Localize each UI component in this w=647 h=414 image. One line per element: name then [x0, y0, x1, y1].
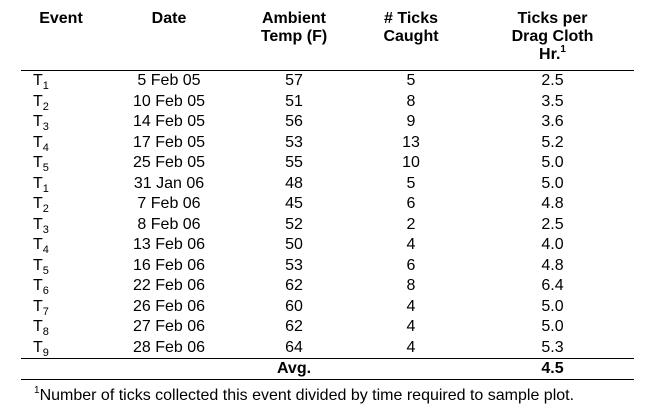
event-label: T	[33, 174, 43, 192]
ambient-temp-cell: 53	[285, 133, 303, 151]
event-subscript: 6	[42, 285, 49, 298]
ticks-per-hour-cell: 5.0	[541, 154, 564, 172]
header-rate-line-1: Ticks per	[517, 10, 588, 27]
event-cell	[21, 194, 101, 215]
event-cell	[21, 276, 101, 297]
event-subscript: 1	[42, 80, 49, 93]
date-cell: 13 Feb 06	[132, 236, 206, 254]
header-rate-line-2: Drag Cloth	[511, 28, 594, 45]
ticks-caught-cell: 8	[406, 92, 416, 110]
table-row	[21, 133, 634, 154]
date-cell: 27 Feb 06	[132, 318, 206, 336]
table-row	[21, 297, 634, 318]
event-subscript: 3	[42, 223, 49, 236]
summary-empty-date	[101, 359, 237, 380]
ticks-per-hour-cell: 2.5	[541, 215, 564, 233]
date-cell: 26 Feb 06	[132, 297, 206, 315]
date-cell: 16 Feb 06	[132, 256, 206, 274]
table-row	[21, 92, 634, 113]
ticks-per-hour-cell: 6.4	[541, 277, 564, 295]
tick-data-table-container	[21, 10, 634, 380]
event-subscript: 1	[42, 182, 49, 195]
date-cell: 28 Feb 06	[101, 338, 237, 359]
date-cell: 10 Feb 05	[132, 92, 206, 110]
ticks-per-hour-cell: 5.3	[471, 338, 634, 359]
ticks-caught-cell: 4	[406, 236, 416, 254]
event-cell	[21, 297, 101, 318]
event-subscript: 4	[42, 141, 49, 154]
ambient-temp-cell: 51	[285, 92, 303, 110]
ambient-temp-cell: 56	[285, 113, 303, 131]
event-label: T	[33, 92, 43, 110]
event-subscript: 3	[42, 121, 49, 134]
table-row	[21, 153, 634, 174]
table-row	[21, 215, 634, 236]
header-footnote-mark: 1	[560, 44, 566, 55]
ambient-temp-cell: 48	[285, 174, 303, 192]
ticks-caught-cell: 6	[406, 195, 416, 213]
ticks-caught-cell: 4	[406, 318, 416, 336]
ambient-temp-cell: 55	[285, 154, 303, 172]
table-row	[21, 338, 634, 359]
event-label: T	[33, 133, 43, 151]
header-rate-line-3: Hr.	[539, 46, 561, 63]
ticks-per-hour-cell: 5.2	[541, 133, 564, 151]
table-row	[21, 276, 634, 297]
ticks-per-hour-cell: 4.8	[541, 256, 564, 274]
ambient-temp-cell: 64	[237, 338, 351, 359]
event-subscript: 2	[42, 100, 49, 113]
event-label: T	[33, 256, 43, 274]
date-cell: 8 Feb 06	[137, 215, 201, 233]
header-temp-line-1: Ambient	[262, 10, 326, 27]
header-ticks-line-2: Caught	[383, 28, 439, 45]
table-row	[21, 317, 634, 338]
ambient-temp-cell: 50	[285, 236, 303, 254]
table-row	[21, 112, 634, 133]
footnote	[34, 386, 574, 406]
table-header	[21, 10, 634, 71]
ticks-per-hour-cell: 2.5	[541, 72, 564, 90]
ambient-temp-cell: 62	[285, 318, 303, 336]
table-row	[21, 71, 634, 92]
event-subscript: 7	[42, 305, 49, 318]
summary-value: 4.5	[471, 359, 634, 380]
table-row	[21, 174, 634, 195]
event-label: T	[33, 195, 43, 213]
ambient-temp-cell: 60	[285, 297, 303, 315]
event-label: T	[33, 113, 43, 131]
ticks-caught-cell: 13	[402, 133, 420, 151]
ticks-caught-cell: 6	[406, 256, 416, 274]
event-cell	[21, 153, 101, 174]
event-cell	[21, 317, 101, 338]
event-subscript: 9	[42, 346, 49, 359]
event-cell	[21, 338, 101, 359]
event-label: T	[33, 338, 43, 356]
footnote-mark: 1	[34, 385, 40, 396]
ticks-caught-cell: 4	[351, 338, 471, 359]
table-summary	[21, 359, 634, 380]
event-label: T	[33, 154, 43, 172]
event-label: T	[33, 215, 43, 233]
header-ambient-temp	[237, 10, 351, 71]
ticks-per-hour-cell: 4.8	[541, 195, 564, 213]
event-cell	[21, 92, 101, 113]
summary-label: Avg.	[237, 359, 351, 380]
ticks-caught-cell: 10	[402, 154, 420, 172]
ticks-caught-cell: 5	[406, 174, 416, 192]
summary-row	[21, 359, 634, 380]
date-cell: 22 Feb 06	[132, 277, 206, 295]
date-cell: 25 Feb 05	[132, 154, 206, 172]
ambient-temp-cell: 57	[285, 72, 303, 90]
table-row	[21, 235, 634, 256]
ambient-temp-cell: 62	[285, 277, 303, 295]
event-cell	[21, 112, 101, 133]
header-ticks-line-1: # Ticks	[384, 10, 438, 27]
ambient-temp-cell: 53	[285, 256, 303, 274]
ticks-per-hour-cell: 5.0	[541, 174, 564, 192]
event-subscript: 5	[42, 162, 49, 175]
ticks-per-hour-cell: 5.0	[541, 297, 564, 315]
ticks-per-hour-cell: 3.5	[541, 92, 564, 110]
ticks-per-hour-cell: 5.0	[541, 318, 564, 336]
event-label: T	[33, 277, 43, 295]
header-temp-line-2: Temp (F)	[260, 28, 328, 45]
event-cell	[21, 235, 101, 256]
date-cell: 5 Feb 05	[137, 72, 201, 90]
date-cell: 17 Feb 05	[132, 133, 206, 151]
ticks-caught-cell: 8	[406, 277, 416, 295]
date-cell: 7 Feb 06	[137, 195, 201, 213]
header-row	[21, 10, 634, 71]
ambient-temp-cell: 45	[285, 195, 303, 213]
summary-empty-event	[21, 359, 101, 380]
event-label: T	[33, 236, 43, 254]
event-cell	[21, 174, 101, 195]
table-body	[21, 71, 634, 359]
date-cell: 14 Feb 05	[132, 113, 206, 131]
header-date: Date	[101, 10, 237, 71]
event-cell	[21, 71, 101, 92]
event-subscript: 5	[42, 264, 49, 277]
ambient-temp-cell: 52	[285, 215, 303, 233]
event-label: T	[33, 318, 43, 336]
ticks-per-hour-cell: 3.6	[541, 113, 564, 131]
event-subscript: 8	[42, 326, 49, 339]
header-event: Event	[21, 10, 101, 71]
event-cell	[21, 256, 101, 277]
tick-data-table	[21, 10, 634, 380]
header-ticks-per-hour	[471, 10, 634, 71]
ticks-caught-cell: 2	[406, 215, 416, 233]
event-subscript: 2	[42, 203, 49, 216]
table-row	[21, 194, 634, 215]
ticks-caught-cell: 9	[406, 113, 416, 131]
ticks-caught-cell: 4	[406, 297, 416, 315]
date-cell: 31 Jan 06	[133, 174, 205, 192]
footnote-text: Number of ticks collected this event divided by time required to sample plot.	[39, 387, 575, 404]
summary-empty-ticks	[351, 359, 471, 380]
event-subscript: 4	[42, 244, 49, 257]
event-label: T	[33, 72, 43, 90]
ticks-caught-cell: 5	[406, 72, 416, 90]
header-ticks-caught	[351, 10, 471, 71]
event-cell	[21, 215, 101, 236]
event-label: T	[33, 297, 43, 315]
event-cell	[21, 133, 101, 154]
table-row	[21, 256, 634, 277]
ticks-per-hour-cell: 4.0	[541, 236, 564, 254]
